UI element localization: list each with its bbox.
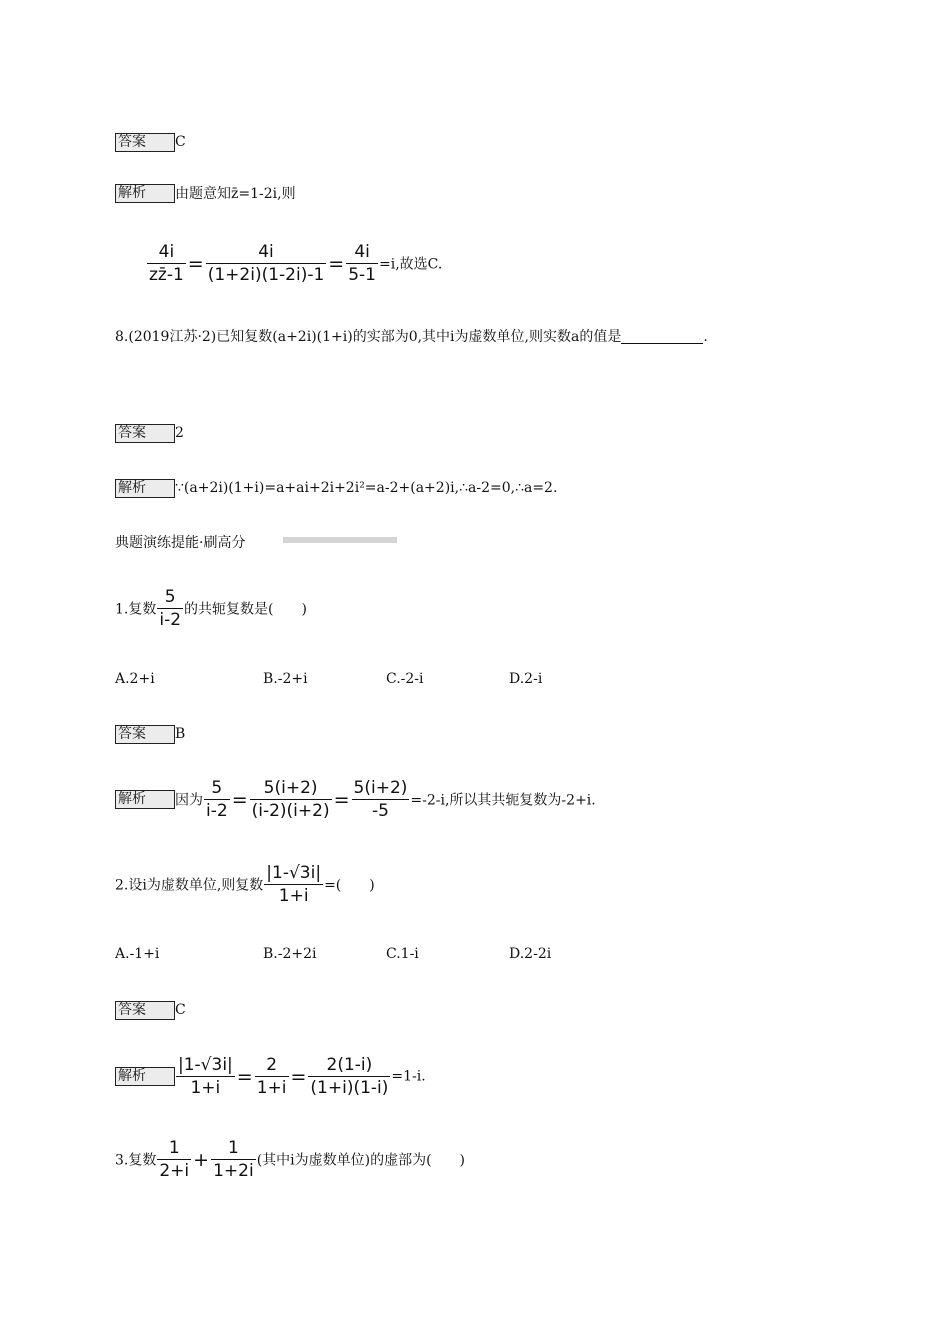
answer-blank [621,331,703,344]
question-suffix: (其中i为虚数单位)的虚部为( ) [256,1152,466,1169]
equals-sign: = [328,252,345,275]
analysis-tag: 解析 [115,184,175,203]
fraction-denominator: 5-1 [348,265,376,285]
answer-row [115,423,184,443]
analysis-row [115,478,557,498]
analysis-row [115,778,596,821]
option-c: C.-2-i [386,671,424,687]
option-b: B.-2+2i [263,946,317,962]
option-c: C.1-i [386,946,419,962]
question-1 [115,587,307,630]
section-title-bar [283,537,397,543]
fraction-denominator: 1+i [256,1078,287,1098]
option-d: D.2-i [509,671,543,687]
fraction [352,778,410,821]
fraction-numerator: 5(i+2) [353,778,408,798]
fraction [157,587,183,630]
fraction [147,242,186,285]
equals-sign: = [333,788,350,811]
question-end: . [703,329,708,345]
fraction-denominator: (1+i)(1-i) [310,1078,389,1098]
equation-row [146,242,442,285]
fraction-numerator: |1-√3i| [178,1055,233,1075]
fraction [157,1138,191,1181]
answer-tag: 答案 [115,1001,175,1020]
analysis-prefix: 因为 [175,792,203,809]
analysis-row [115,183,296,203]
fraction-denominator: i-2 [159,610,182,630]
answer-value: 2 [175,425,184,441]
answer-row [115,724,185,744]
analysis-tag: 解析 [115,1067,175,1086]
answer-row [115,1000,186,1020]
question-2 [115,863,375,906]
fraction-numerator: 1 [227,1138,239,1158]
answer-value: C [175,134,186,150]
analysis-row [115,1055,426,1098]
analysis-text: 由题意知z̄=1-2i,则 [175,186,296,202]
fraction-denominator: zz̄-1 [149,265,184,285]
option-d: D.2-2i [509,946,552,962]
fraction-numerator: 5(i+2) [263,778,318,798]
fraction-denominator: i-2 [206,801,228,821]
fraction-numerator: 4i [158,242,175,262]
equals-sign: = [187,252,204,275]
analysis-text: ∵(a+2i)(1+i)=a+ai+2i+2i²=a-2+(a+2)i,∴a-2=0,∴a=2. [175,480,558,496]
equals-sign: = [290,1065,307,1088]
answer-tag: 答案 [115,133,175,152]
plus-sign: + [193,1148,210,1171]
fraction-denominator: (i-2)(i+2) [251,801,330,821]
fraction-numerator: 2 [266,1055,278,1075]
question-prefix: 2.设i为虚数单位,则复数 [115,877,264,894]
question-suffix: 的共轭复数是( ) [184,601,307,618]
analysis-tag: 解析 [115,790,175,809]
fraction-numerator: 2(1-i) [326,1055,373,1075]
fraction-denominator: -5 [352,799,410,821]
fraction [176,1055,235,1098]
question-text: 8.(2019江苏·2)已知复数(a+2i)(1+i)的实部为0,其中i为虚数单位,则实数a的值是 [115,329,622,345]
fraction-numerator: |1-√3i| [266,863,322,883]
fraction [255,1055,289,1098]
fraction [211,1138,256,1181]
fraction-numerator: 5 [164,587,176,607]
fraction-denominator: 1+i [264,884,323,906]
fraction [346,242,378,285]
fraction-denominator: (1+2i)(1-2i)-1 [207,265,325,285]
analysis-tag: 解析 [115,479,175,498]
section-title: 典题演练提能·刷高分 [115,535,246,551]
fraction [308,1055,390,1098]
question-3 [115,1138,465,1181]
equals-sign: = [231,788,248,811]
fraction-denominator: 1+2i [213,1161,254,1181]
answer-row [115,132,186,152]
fraction-numerator: 4i [258,242,274,262]
option-a: A.2+i [115,671,155,687]
answer-tag: 答案 [115,725,175,744]
equation-tail: =i,故选C. [379,256,443,273]
question-8 [115,326,708,346]
fraction [206,242,327,285]
analysis-tail: =1-i. [391,1068,426,1085]
fraction [204,778,230,821]
question-suffix: =( ) [324,877,375,894]
question-prefix: 1.复数 [115,601,157,618]
fraction-numerator: 1 [168,1138,180,1158]
fraction-denominator: 1+i [176,1076,235,1098]
answer-tag: 答案 [115,424,175,443]
option-a: A.-1+i [115,946,160,962]
answer-value: C [175,1002,186,1018]
answer-value: B [175,726,186,742]
analysis-tail: =-2-i,所以其共轭复数为-2+i. [410,792,596,809]
fraction-numerator: 4i [354,242,370,262]
equals-sign: = [236,1065,253,1088]
fraction [250,778,332,821]
fraction-denominator: 2+i [159,1161,190,1181]
fraction [264,863,323,906]
option-b: B.-2+i [263,671,308,687]
question-prefix: 3.复数 [115,1152,157,1169]
fraction-numerator: 5 [211,778,223,798]
